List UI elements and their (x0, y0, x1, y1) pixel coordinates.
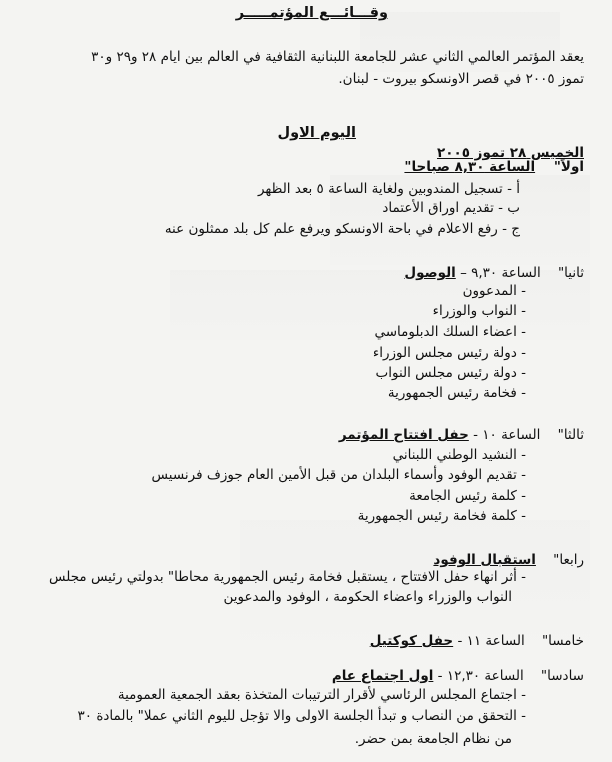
fourth-event: استقبال الوفود (433, 552, 536, 568)
first-item-b: ب - تقديم اوراق الأعتماد (382, 200, 520, 216)
first-item-a: أ - تسجيل المندوبين ولغاية الساعة ٥ بعد الظهر (257, 181, 520, 197)
first-item-c: ج - رفع الاعلام في باحة الاونسكو ويرفع علم كل بلد ممثلون عنه (164, 221, 520, 237)
intro-line-2: تموز ٢٠٠٥ في قصر الاونسكو بيروت - لبنان. (338, 71, 584, 87)
third-item: - كلمة فخامة رئيس الجمهورية (357, 508, 526, 524)
third-item: - تقديم الوفود وأسماء البلدان من قبل الأمين العام جوزف فرنسيس (151, 467, 526, 483)
sixth-heading (332, 667, 584, 685)
second-item: - المدعوون (462, 283, 526, 299)
sixth-prefix: سادسا" (540, 668, 584, 684)
first-time: الساعة ٨,٣٠ صباحا" (404, 159, 536, 175)
day1-date: الخميس ٢٨ تموز ٢٠٠٥ (437, 145, 584, 161)
document-title: وقـــائـــع المؤتمـــــر (235, 5, 388, 21)
intro-line-1: يعقد المؤتمر العالمي الثاني عشر للجامعة اللبنانية الثقافية في العالم بين ايام ٢٨ و٢٩ و٣٠ (91, 49, 584, 65)
fourth-line-2: النواب والوزراء واعضاء الحكومة ، الوفود والمدعوين (223, 589, 512, 605)
day1-heading: اليوم الاول (277, 125, 356, 141)
third-prefix: ثالثا" (557, 427, 584, 443)
first-heading (404, 158, 584, 176)
second-item: - النواب والوزراء (432, 303, 526, 319)
sixth-event: اول اجتماع عام (331, 668, 434, 684)
third-item: - النشيد الوطني اللبناني (392, 447, 526, 463)
third-heading (339, 426, 584, 444)
sixth-time: الساعة ١٢,٣٠ - (433, 668, 524, 684)
fourth-line-1: - أثر انهاء حفل الافتتاح ، يستقبل فخامة رئيس الجمهورية محاطا" بدولتي رئيس مجلس (49, 569, 526, 585)
second-heading (404, 264, 584, 282)
third-item: - كلمة رئيس الجامعة (409, 488, 526, 504)
third-event: حفل افتتاح المؤتمر (338, 427, 469, 443)
first-prefix: اولاً" (553, 159, 584, 175)
second-prefix: ثانيا" (557, 265, 584, 281)
fifth-heading (370, 632, 584, 650)
sixth-line-3: من نظام الجامعة بمن حضر. (354, 731, 512, 747)
second-item: - اعضاء السلك الدبلوماسي (374, 324, 526, 340)
second-item: - فخامة رئيس الجمهورية (387, 385, 526, 401)
fifth-time: الساعة ١١ - (453, 633, 525, 649)
fourth-prefix: رابعا" (553, 552, 584, 568)
second-item: - دولة رئيس مجلس الوزراء (372, 345, 526, 361)
fourth-heading (433, 551, 584, 569)
fifth-event: حفل كوكتيل (369, 633, 454, 649)
second-item: - دولة رئيس مجلس النواب (375, 365, 526, 381)
fifth-prefix: خامسا" (541, 633, 584, 649)
second-time: الساعة ٩,٣٠ – (455, 265, 541, 281)
sixth-line-1: - اجتماع المجلس الرئاسي لأقرار الترتيبات المتخذة بعقد الجمعية العمومية (117, 687, 526, 703)
second-event: الوصول (404, 265, 456, 281)
third-time: الساعة ١٠ - (468, 427, 541, 443)
sixth-line-2: - التحقق من النصاب و تبدأ الجلسة الاولى والا تؤجل لليوم الثاني عملا" بالمادة ٣٠ (77, 708, 526, 724)
